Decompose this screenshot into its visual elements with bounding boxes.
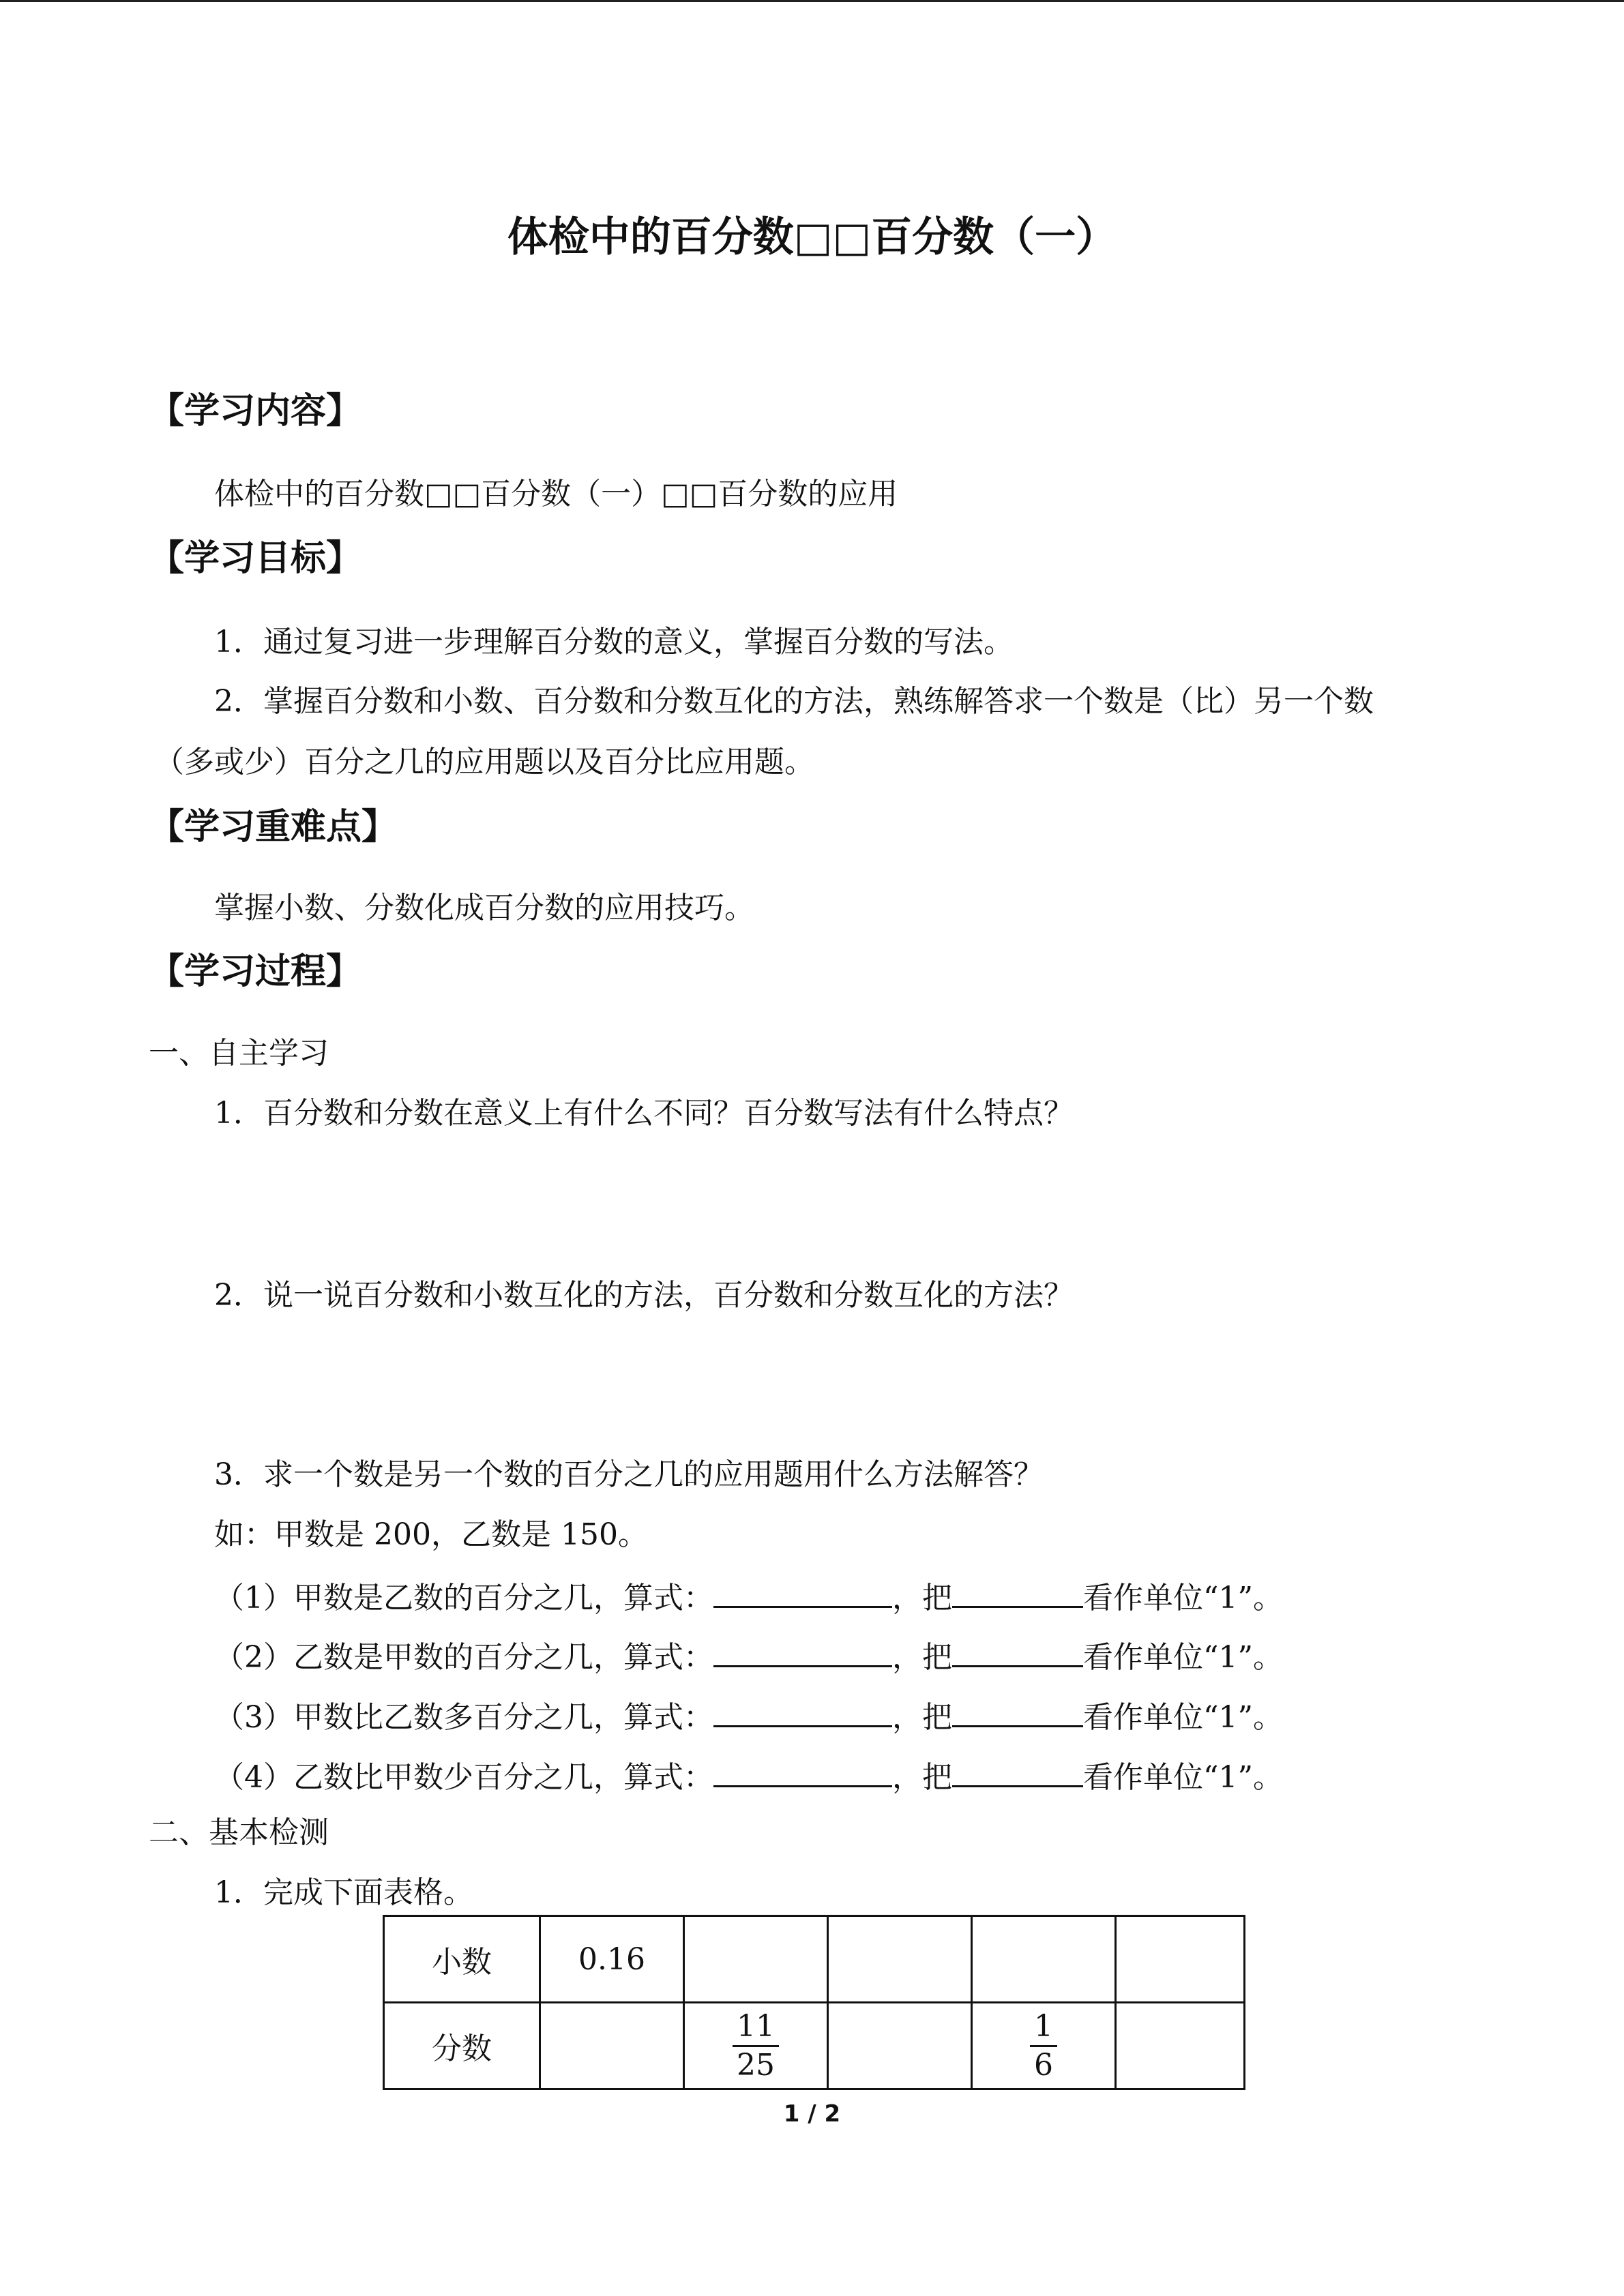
sub-item-1 [214,1575,1283,1619]
sub-item-3-middle: ，把 [892,1700,952,1735]
goal-item-1: 1．通过复习进一步理解百分数的意义，掌握百分数的写法。 [214,625,1014,659]
question-3: 3．求一个数是另一个数的百分之几的应用题用什么方法解答？ [214,1457,1044,1492]
sub-item-4-prefix: （4）乙数比甲数少百分之几，算式： [214,1760,713,1795]
fraction-denominator: 25 [737,2047,775,2083]
fraction-1-6 [1030,2008,1057,2084]
formula-blank-1[interactable] [713,1575,892,1608]
formula-blank-3[interactable] [713,1694,892,1727]
row-label-fraction: 分数 [384,2003,540,2089]
heading-difficulty: 【学习重难点】 [149,807,398,848]
table-row [384,2003,1245,2089]
heading-process: 【学习过程】 [149,951,362,992]
goal-item-2-line-2: （多或少）百分之几的应用题以及百分比应用题。 [154,745,814,779]
task-1: 1．完成下面表格。 [214,1875,473,1910]
sub-item-2-prefix: （2）乙数是甲数的百分之几，算式： [214,1640,713,1675]
formula-blank-4[interactable] [713,1754,892,1787]
sub-item-2 [214,1634,1283,1678]
example-text: 如：甲数是 200，乙数是 150。 [214,1517,648,1552]
content-text: 体检中的百分数□□百分数（一）□□百分数的应用 [214,477,898,511]
unit-blank-2[interactable] [952,1634,1083,1667]
row-label-decimal: 小数 [384,1916,540,2003]
sub-item-3-suffix: 看作单位“1”。 [1083,1700,1283,1735]
table-cell-empty[interactable] [1116,1916,1245,2003]
question-1: 1．百分数和分数在意义上有什么不同？百分数写法有什么特点？ [214,1096,1074,1131]
table-cell-empty[interactable] [828,2003,972,2089]
sub-item-1-prefix: （1）甲数是乙数的百分之几，算式： [214,1581,713,1615]
sub-item-3 [214,1694,1283,1738]
sub-item-2-middle: ，把 [892,1640,952,1675]
part1-title: 一、自主学习 [149,1036,329,1071]
sub-item-4 [214,1754,1283,1798]
unit-blank-4[interactable] [952,1754,1083,1787]
sub-item-1-suffix: 看作单位“1”。 [1083,1581,1283,1615]
top-border [0,0,1624,2]
sub-item-3-prefix: （3）甲数比乙数多百分之几，算式： [214,1700,713,1735]
question-2: 2．说一说百分数和小数互化的方法，百分数和分数互化的方法？ [214,1278,1074,1313]
unit-blank-1[interactable] [952,1575,1083,1608]
conversion-table [383,1915,1245,2090]
fraction-numerator: 11 [733,2008,779,2047]
table-cell-empty[interactable] [684,1916,828,2003]
table-cell-empty[interactable] [972,1916,1116,2003]
sub-item-4-middle: ，把 [892,1760,952,1795]
part2-title: 二、基本检测 [149,1815,329,1850]
table-row [384,1916,1245,2003]
sub-item-4-suffix: 看作单位“1”。 [1083,1760,1283,1795]
fraction-11-25 [733,2008,779,2084]
unit-blank-3[interactable] [952,1694,1083,1727]
goal-item-2-line-1: 2．掌握百分数和小数、百分数和分数互化的方法，熟练解答求一个数是（比）另一个数 [214,684,1374,719]
table-cell-empty[interactable] [540,2003,684,2089]
fraction-numerator: 1 [1030,2008,1057,2047]
heading-content: 【学习内容】 [149,391,362,432]
formula-blank-2[interactable] [713,1634,892,1667]
table-cell-empty[interactable] [828,1916,972,2003]
difficulty-text: 掌握小数、分数化成百分数的应用技巧。 [214,891,754,925]
heading-goals: 【学习目标】 [149,538,362,579]
page-title: 体检中的百分数□□百分数（一） [507,213,1117,261]
sub-item-1-middle: ，把 [892,1581,952,1615]
page-number: 1 / 2 [783,2100,841,2128]
sub-item-2-suffix: 看作单位“1”。 [1083,1640,1283,1675]
table-cell-decimal-value: 0.16 [540,1916,684,2003]
table-cell-empty[interactable] [1116,2003,1245,2089]
fraction-denominator: 6 [1034,2047,1053,2083]
table-cell-fraction-1 [684,2003,828,2089]
table-cell-fraction-2 [972,2003,1116,2089]
